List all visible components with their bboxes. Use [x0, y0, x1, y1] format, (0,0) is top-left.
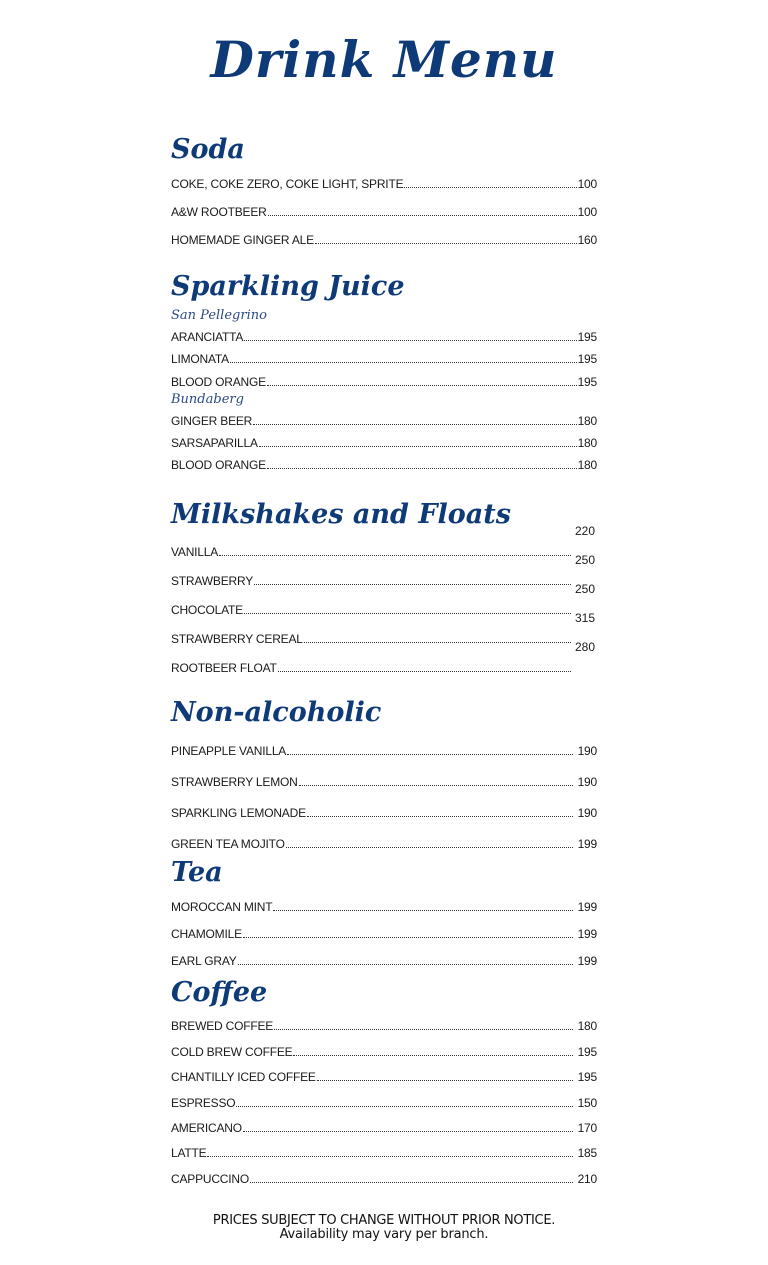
item-price: 195 [577, 330, 597, 344]
item-price: 210 [577, 1172, 597, 1186]
menu-item [171, 1068, 597, 1084]
item-price: 195 [577, 1070, 597, 1084]
menu-item [171, 350, 597, 366]
item-price: 280 [575, 640, 596, 654]
item-price: 100 [577, 177, 597, 191]
menu-item [171, 543, 597, 559]
item-name: VANILLA [171, 545, 219, 559]
dot-leader [243, 1130, 573, 1132]
dot-leader [274, 1028, 573, 1030]
dot-leader [287, 753, 572, 755]
item-name: GREEN TEA MOJITO [171, 837, 285, 851]
section-heading-soda: Soda [171, 134, 245, 165]
section-heading-coffee: Coffee [171, 977, 268, 1008]
menu-item [171, 659, 597, 675]
item-price: 199 [577, 927, 597, 941]
item-price: 180 [577, 458, 597, 472]
item-name: COLD BREW COFFEE [171, 1045, 293, 1059]
dot-leader [267, 467, 577, 469]
item-name: MOROCCAN MINT [171, 900, 273, 914]
dot-leader [315, 242, 577, 244]
item-name: STRAWBERRY CEREAL [171, 632, 303, 646]
menu-item [171, 742, 597, 758]
dot-leader [243, 936, 573, 938]
section-heading-tea: Tea [171, 857, 223, 888]
dot-leader [253, 423, 576, 425]
item-name: PINEAPPLE VANILLA [171, 744, 287, 758]
dot-leader [207, 1155, 572, 1157]
item-price: 199 [577, 900, 597, 914]
dot-leader [268, 214, 577, 216]
brand-heading-san-pellegrino: San Pellegrino [171, 308, 267, 323]
item-name: STRAWBERRY LEMON [171, 775, 298, 789]
item-price: 190 [577, 744, 597, 758]
dot-leader [293, 1054, 572, 1056]
menu-item [171, 1170, 597, 1186]
item-price: 250 [575, 582, 596, 596]
item-name: LATTE [171, 1146, 207, 1160]
brand-heading-bundaberg: Bundaberg [171, 392, 244, 407]
dot-leader [244, 339, 576, 341]
menu-item [171, 373, 597, 389]
item-name: AMERICANO [171, 1121, 242, 1135]
section-heading-non-alcoholic: Non-alcoholic [171, 697, 382, 728]
item-name: GINGER BEER [171, 414, 253, 428]
item-price: 100 [577, 205, 597, 219]
menu-item [171, 231, 597, 247]
menu-item [171, 1094, 597, 1110]
item-name: COKE, COKE ZERO, COKE LIGHT, SPRITE [171, 177, 404, 191]
menu-item [171, 328, 597, 344]
menu-item [171, 412, 597, 428]
item-name: HOMEMADE GINGER ALE [171, 233, 314, 247]
item-price: 195 [577, 352, 597, 366]
item-name: CHANTILLY ICED COFFEE [171, 1070, 316, 1084]
item-name: CHOCOLATE [171, 603, 243, 617]
dot-leader [273, 909, 572, 911]
item-name: STRAWBERRY [171, 574, 254, 588]
dot-leader [219, 554, 571, 556]
menu-item [171, 1144, 597, 1160]
menu-item [171, 952, 597, 968]
item-name: SPARKLING LEMONADE [171, 806, 306, 820]
item-price: 250 [575, 553, 596, 567]
item-price: 190 [577, 775, 597, 789]
menu-item [171, 434, 597, 450]
item-price: 190 [577, 806, 597, 820]
menu-item [171, 601, 597, 617]
dot-leader [244, 612, 571, 614]
item-name: SARSAPARILLA [171, 436, 258, 450]
item-name: BREWED COFFEE [171, 1019, 274, 1033]
dot-leader [254, 583, 571, 585]
page-title: Drink Menu [210, 30, 558, 89]
item-price: 180 [577, 1019, 597, 1033]
menu-item [171, 572, 597, 588]
item-name: BLOOD ORANGE [171, 458, 266, 472]
item-price: 180 [577, 414, 597, 428]
item-price: 180 [577, 436, 597, 450]
dot-leader [317, 1079, 573, 1081]
dot-leader [278, 670, 571, 672]
item-price: 199 [577, 954, 597, 968]
item-name: ROOTBEER FLOAT [171, 661, 277, 675]
menu-item [171, 925, 597, 941]
dot-leader [236, 1105, 572, 1107]
dot-leader [404, 186, 576, 188]
item-name: CAPPUCCINO [171, 1172, 250, 1186]
item-price: 220 [575, 524, 596, 538]
item-price: 199 [577, 837, 597, 851]
item-name: LIMONATA [171, 352, 229, 366]
section-heading-milkshakes-and-floats: Milkshakes and Floats [171, 499, 511, 530]
item-price: 150 [577, 1096, 597, 1110]
dot-leader [259, 445, 577, 447]
dot-leader [307, 815, 573, 817]
item-name: EARL GRAY [171, 954, 237, 968]
item-name: CHAMOMILE [171, 927, 242, 941]
menu-item [171, 1017, 597, 1033]
menu-item [171, 804, 597, 820]
item-price: 195 [577, 375, 597, 389]
item-name: ARANCIATTA [171, 330, 244, 344]
menu-item [171, 175, 597, 191]
dot-leader [230, 361, 577, 363]
availability-notice: Availability may vary per branch. [279, 1227, 489, 1242]
dot-leader [299, 784, 573, 786]
dot-leader [238, 963, 573, 965]
item-price: 185 [577, 1146, 597, 1160]
menu-item [171, 835, 597, 851]
price-notice: PRICES SUBJECT TO CHANGE WITHOUT PRIOR NOTICE. [212, 1213, 556, 1228]
dot-leader [304, 641, 571, 643]
item-price: 170 [577, 1121, 597, 1135]
item-name: BLOOD ORANGE [171, 375, 266, 389]
item-price: 195 [577, 1045, 597, 1059]
dot-leader [286, 846, 573, 848]
item-name: ESPRESSO [171, 1096, 236, 1110]
menu-item [171, 203, 597, 219]
menu-item [171, 773, 597, 789]
menu-item [171, 456, 597, 472]
menu-item [171, 630, 597, 646]
menu-item [171, 898, 597, 914]
dot-leader [267, 384, 577, 386]
menu-item [171, 1119, 597, 1135]
menu-item [171, 1043, 597, 1059]
item-price: 160 [577, 233, 597, 247]
dot-leader [250, 1181, 573, 1183]
section-heading-sparkling-juice: Sparkling Juice [171, 271, 405, 302]
item-name: A&W ROOTBEER [171, 205, 267, 219]
item-price: 315 [575, 611, 596, 625]
